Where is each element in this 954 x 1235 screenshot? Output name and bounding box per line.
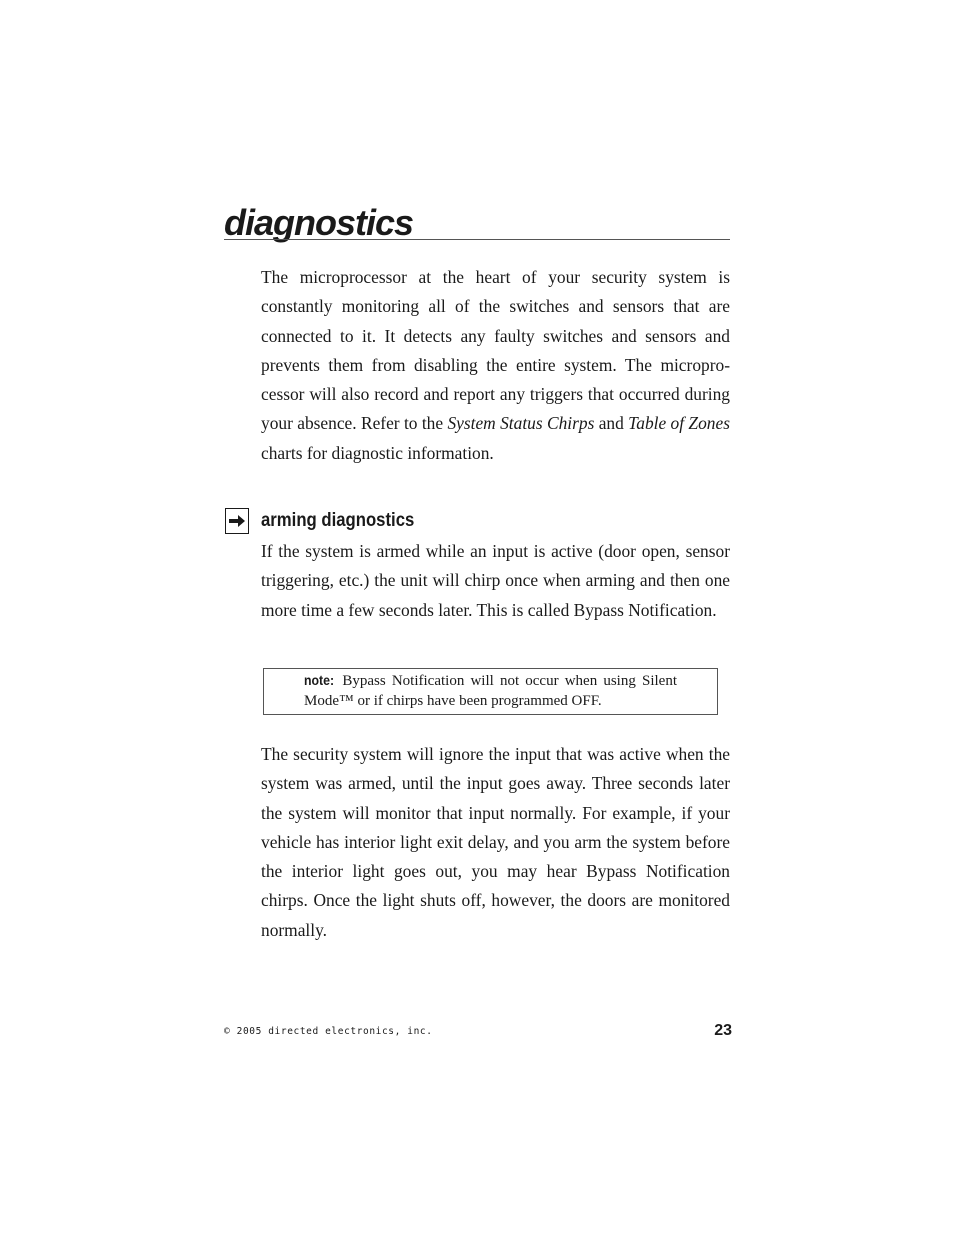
- title-rule: [224, 239, 730, 240]
- arrow-right-icon: [225, 508, 249, 534]
- intro-paragraph: [261, 263, 730, 468]
- note-text: [304, 671, 677, 711]
- arrow-right-glyph: [228, 514, 246, 528]
- page-number: 23: [714, 1022, 732, 1039]
- note-body: Bypass Notification will not occur when using Silent Mode™ or if chirps have been programmed OFF.: [304, 673, 677, 709]
- note-label: note:: [304, 672, 335, 688]
- intro-text-start: The microprocessor at the heart of your security system is constantly monitoring all of the switches and sensors that are connected to it. It detects any faulty switches and sensors and prevents them from disabling the entire system. The microprocessor will also record and report any triggers that occurred during your absence. Refer to the: [261, 267, 730, 434]
- intro-text-between: and: [594, 413, 629, 434]
- table-of-zones-reference: Table of Zones: [628, 413, 730, 434]
- intro-text-end: charts for diagnostic information.: [261, 442, 494, 463]
- footer-copyright: © 2005 directed electronics, inc.: [224, 1026, 433, 1037]
- system-status-chirps-reference: System Status Chirps: [447, 413, 595, 434]
- arming-paragraph: If the system is armed while an input is active (door open, sensor triggering, etc.) the unit will chirp once when arming and then one more time a few seconds later. This is called Bypass Notification.: [261, 541, 730, 620]
- page-title: diagnostics: [224, 202, 414, 243]
- section-heading: arming diagnostics: [261, 510, 415, 531]
- note-box: [263, 668, 718, 715]
- closing-paragraph: The security system will ignore the input that was active when the system was armed, until the input goes away. Three seconds later the system will monitor that input normally. For example, if your vehicle has interior light exit delay, and you arm the system before the interior light goes out, you may hear Bypass Notification chirps. Once the light shuts off, however, the doors are monitored normally.: [261, 744, 730, 940]
